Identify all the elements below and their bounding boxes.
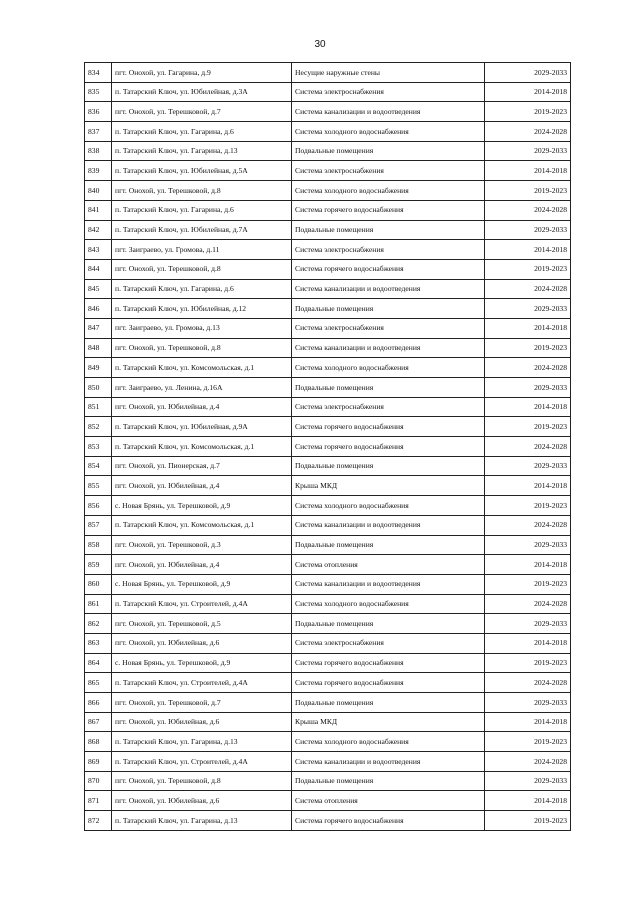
period-cell: 2029-2033 [485, 220, 571, 240]
period-cell: 2024-2028 [485, 200, 571, 220]
period-cell: 2029-2033 [485, 456, 571, 476]
table-row [85, 279, 571, 299]
table-row [85, 791, 571, 811]
work-type-cell: Подвальные помещения [292, 456, 485, 476]
work-type-cell: Система горячего водоснабжения [292, 437, 485, 457]
row-number-cell: 852 [85, 417, 112, 437]
work-type-cell: Система электроснабжения [292, 161, 485, 181]
repair-schedule-table [84, 62, 571, 831]
address-cell: п. Татарский Ключ, ул. Юбилейная, д.9А [112, 417, 292, 437]
row-number-cell: 871 [85, 791, 112, 811]
address-cell: п. Татарский Ключ, ул. Строителей, д.4А [112, 752, 292, 772]
work-type-cell: Система отопления [292, 555, 485, 575]
row-number-cell: 834 [85, 63, 112, 83]
row-number-cell: 849 [85, 358, 112, 378]
work-type-cell: Несущие наружные стены [292, 63, 485, 83]
address-cell: пгт. Онохой, ул. Юбилейная, д.4 [112, 476, 292, 496]
work-type-cell: Крыша МКД [292, 712, 485, 732]
table-row [85, 397, 571, 417]
table-row [85, 318, 571, 338]
address-cell: п. Татарский Ключ, ул. Юбилейная, д.7А [112, 220, 292, 240]
table-row [85, 732, 571, 752]
row-number-cell: 835 [85, 82, 112, 102]
period-cell: 2014-2018 [485, 240, 571, 260]
table-row [85, 693, 571, 713]
address-cell: с. Новая Брянь, ул. Терешковой, д.9 [112, 653, 292, 673]
address-cell: п. Татарский Ключ, ул. Юбилейная, д.3А [112, 82, 292, 102]
period-cell: 2019-2023 [485, 181, 571, 201]
table-row [85, 358, 571, 378]
row-number-cell: 837 [85, 122, 112, 142]
row-number-cell: 867 [85, 712, 112, 732]
work-type-cell: Подвальные помещения [292, 220, 485, 240]
address-cell: п. Татарский Ключ, ул. Гагарина, д.13 [112, 732, 292, 752]
table-row [85, 417, 571, 437]
row-number-cell: 868 [85, 732, 112, 752]
row-number-cell: 845 [85, 279, 112, 299]
address-cell: пгт. Онохой, ул. Гагарина, д.9 [112, 63, 292, 83]
work-type-cell: Крыша МКД [292, 476, 485, 496]
period-cell: 2029-2033 [485, 614, 571, 634]
address-cell: пгт. Заиграево, ул. Ленина, д.16А [112, 378, 292, 398]
table-row [85, 240, 571, 260]
row-number-cell: 840 [85, 181, 112, 201]
row-number-cell: 865 [85, 673, 112, 693]
table-row [85, 437, 571, 457]
table-row [85, 338, 571, 358]
period-cell: 2029-2033 [485, 378, 571, 398]
work-type-cell: Подвальные помещения [292, 614, 485, 634]
work-type-cell: Система электроснабжения [292, 240, 485, 260]
period-cell: 2029-2033 [485, 771, 571, 791]
address-cell: пгт. Онохой, ул. Юбилейная, д.6 [112, 712, 292, 732]
row-number-cell: 846 [85, 299, 112, 319]
table-row [85, 574, 571, 594]
row-number-cell: 861 [85, 594, 112, 614]
address-cell: п. Татарский Ключ, ул. Гагарина, д.6 [112, 279, 292, 299]
work-type-cell: Система горячего водоснабжения [292, 200, 485, 220]
work-type-cell: Система горячего водоснабжения [292, 259, 485, 279]
table-row [85, 594, 571, 614]
table-row [85, 299, 571, 319]
work-type-cell: Система холодного водоснабжения [292, 181, 485, 201]
table-row [85, 752, 571, 772]
row-number-cell: 851 [85, 397, 112, 417]
address-cell: п. Татарский Ключ, ул. Гагарина, д.13 [112, 811, 292, 831]
row-number-cell: 844 [85, 259, 112, 279]
table-row [85, 181, 571, 201]
period-cell: 2029-2033 [485, 535, 571, 555]
address-cell: п. Татарский Ключ, ул. Комсомольская, д.1 [112, 437, 292, 457]
address-cell: пгт. Онохой, ул. Юбилейная, д.6 [112, 633, 292, 653]
row-number-cell: 872 [85, 811, 112, 831]
work-type-cell: Система канализации и водоотведения [292, 338, 485, 358]
period-cell: 2019-2023 [485, 574, 571, 594]
work-type-cell: Система горячего водоснабжения [292, 417, 485, 437]
work-type-cell: Система холодного водоснабжения [292, 732, 485, 752]
period-cell: 2024-2028 [485, 122, 571, 142]
address-cell: с. Новая Брянь, ул. Терешковой, д.9 [112, 496, 292, 516]
address-cell: п. Татарский Ключ, ул. Гагарина, д.6 [112, 200, 292, 220]
work-type-cell: Система канализации и водоотведения [292, 515, 485, 535]
address-cell: пгт. Онохой, ул. Терешковой, д.5 [112, 614, 292, 634]
work-type-cell: Подвальные помещения [292, 378, 485, 398]
period-cell: 2019-2023 [485, 338, 571, 358]
row-number-cell: 863 [85, 633, 112, 653]
table-row [85, 633, 571, 653]
address-cell: пгт. Онохой, ул. Юбилейная, д.4 [112, 555, 292, 575]
period-cell: 2019-2023 [485, 811, 571, 831]
work-type-cell: Система отопления [292, 791, 485, 811]
period-cell: 2024-2028 [485, 437, 571, 457]
period-cell: 2024-2028 [485, 358, 571, 378]
row-number-cell: 856 [85, 496, 112, 516]
address-cell: пгт. Онохой, ул. Терешковой, д.8 [112, 338, 292, 358]
address-cell: пгт. Онохой, ул. Терешковой, д.8 [112, 181, 292, 201]
row-number-cell: 864 [85, 653, 112, 673]
row-number-cell: 838 [85, 141, 112, 161]
address-cell: с. Новая Брянь, ул. Терешковой, д.9 [112, 574, 292, 594]
row-number-cell: 859 [85, 555, 112, 575]
row-number-cell: 842 [85, 220, 112, 240]
row-number-cell: 857 [85, 515, 112, 535]
address-cell: п. Татарский Ключ, ул. Гагарина, д.13 [112, 141, 292, 161]
table-row [85, 259, 571, 279]
address-cell: пгт. Онохой, ул. Терешковой, д.7 [112, 102, 292, 122]
address-cell: пгт. Заиграево, ул. Громова, д.11 [112, 240, 292, 260]
work-type-cell: Система электроснабжения [292, 633, 485, 653]
work-type-cell: Система электроснабжения [292, 397, 485, 417]
row-number-cell: 839 [85, 161, 112, 181]
period-cell: 2024-2028 [485, 515, 571, 535]
work-type-cell: Система канализации и водоотведения [292, 574, 485, 594]
period-cell: 2019-2023 [485, 732, 571, 752]
table-row [85, 653, 571, 673]
period-cell: 2029-2033 [485, 141, 571, 161]
table-row [85, 102, 571, 122]
table-row [85, 555, 571, 575]
address-cell: п. Татарский Ключ, ул. Юбилейная, д.5А [112, 161, 292, 181]
table-row [85, 161, 571, 181]
work-type-cell: Подвальные помещения [292, 693, 485, 713]
address-cell: пгт. Онохой, ул. Пионерская, д.7 [112, 456, 292, 476]
table-row [85, 712, 571, 732]
period-cell: 2019-2023 [485, 259, 571, 279]
address-cell: п. Татарский Ключ, ул. Комсомольская, д.1 [112, 358, 292, 378]
address-cell: пгт. Онохой, ул. Терешковой, д.8 [112, 771, 292, 791]
period-cell: 2024-2028 [485, 594, 571, 614]
table-row [85, 456, 571, 476]
period-cell: 2014-2018 [485, 82, 571, 102]
row-number-cell: 862 [85, 614, 112, 634]
period-cell: 2014-2018 [485, 318, 571, 338]
table-row [85, 122, 571, 142]
address-cell: пгт. Онохой, ул. Юбилейная, д.6 [112, 791, 292, 811]
work-type-cell: Подвальные помещения [292, 299, 485, 319]
period-cell: 2029-2033 [485, 63, 571, 83]
address-cell: пгт. Онохой, ул. Терешковой, д.3 [112, 535, 292, 555]
row-number-cell: 869 [85, 752, 112, 772]
page-number: 30 [314, 39, 326, 50]
row-number-cell: 860 [85, 574, 112, 594]
row-number-cell: 855 [85, 476, 112, 496]
row-number-cell: 847 [85, 318, 112, 338]
address-cell: п. Татарский Ключ, ул. Строителей, д.4А [112, 594, 292, 614]
table-row [85, 141, 571, 161]
table-row [85, 63, 571, 83]
table-row [85, 515, 571, 535]
table-row [85, 476, 571, 496]
table-row [85, 771, 571, 791]
table-row [85, 673, 571, 693]
row-number-cell: 858 [85, 535, 112, 555]
work-type-cell: Система электроснабжения [292, 318, 485, 338]
period-cell: 2024-2028 [485, 752, 571, 772]
work-type-cell: Система канализации и водоотведения [292, 752, 485, 772]
period-cell: 2014-2018 [485, 397, 571, 417]
address-cell: пгт. Заиграево, ул. Громова, д.13 [112, 318, 292, 338]
table-body [85, 63, 571, 831]
work-type-cell: Система холодного водоснабжения [292, 122, 485, 142]
period-cell: 2019-2023 [485, 653, 571, 673]
address-cell: п. Татарский Ключ, ул. Гагарина, д.6 [112, 122, 292, 142]
table-row [85, 614, 571, 634]
work-type-cell: Система холодного водоснабжения [292, 358, 485, 378]
work-type-cell: Система горячего водоснабжения [292, 673, 485, 693]
address-cell: пгт. Онохой, ул. Юбилейная, д.4 [112, 397, 292, 417]
period-cell: 2029-2033 [485, 299, 571, 319]
work-type-cell: Система холодного водоснабжения [292, 496, 485, 516]
row-number-cell: 870 [85, 771, 112, 791]
row-number-cell: 843 [85, 240, 112, 260]
address-cell: пгт. Онохой, ул. Терешковой, д.8 [112, 259, 292, 279]
address-cell: п. Татарский Ключ, ул. Строителей, д.4А [112, 673, 292, 693]
row-number-cell: 848 [85, 338, 112, 358]
period-cell: 2014-2018 [485, 633, 571, 653]
table-row [85, 496, 571, 516]
period-cell: 2019-2023 [485, 496, 571, 516]
work-type-cell: Система электроснабжения [292, 82, 485, 102]
table-row [85, 200, 571, 220]
work-type-cell: Система канализации и водоотведения [292, 102, 485, 122]
table-row [85, 82, 571, 102]
work-type-cell: Система холодного водоснабжения [292, 594, 485, 614]
period-cell: 2019-2023 [485, 102, 571, 122]
table-row [85, 535, 571, 555]
period-cell: 2024-2028 [485, 673, 571, 693]
row-number-cell: 866 [85, 693, 112, 713]
period-cell: 2029-2033 [485, 693, 571, 713]
work-type-cell: Система канализации и водоотведения [292, 279, 485, 299]
row-number-cell: 853 [85, 437, 112, 457]
address-cell: пгт. Онохой, ул. Терешковой, д.7 [112, 693, 292, 713]
address-cell: п. Татарский Ключ, ул. Юбилейная, д.12 [112, 299, 292, 319]
work-type-cell: Подвальные помещения [292, 141, 485, 161]
row-number-cell: 841 [85, 200, 112, 220]
work-type-cell: Подвальные помещения [292, 535, 485, 555]
work-type-cell: Система горячего водоснабжения [292, 811, 485, 831]
work-type-cell: Система горячего водоснабжения [292, 653, 485, 673]
address-cell: п. Татарский Ключ, ул. Комсомольская, д.1 [112, 515, 292, 535]
period-cell: 2024-2028 [485, 279, 571, 299]
period-cell: 2014-2018 [485, 161, 571, 181]
row-number-cell: 854 [85, 456, 112, 476]
row-number-cell: 850 [85, 378, 112, 398]
row-number-cell: 836 [85, 102, 112, 122]
table-row [85, 811, 571, 831]
period-cell: 2014-2018 [485, 712, 571, 732]
table-row [85, 220, 571, 240]
work-type-cell: Подвальные помещения [292, 771, 485, 791]
period-cell: 2014-2018 [485, 791, 571, 811]
period-cell: 2014-2018 [485, 476, 571, 496]
table-row [85, 378, 571, 398]
period-cell: 2014-2018 [485, 555, 571, 575]
period-cell: 2019-2023 [485, 417, 571, 437]
